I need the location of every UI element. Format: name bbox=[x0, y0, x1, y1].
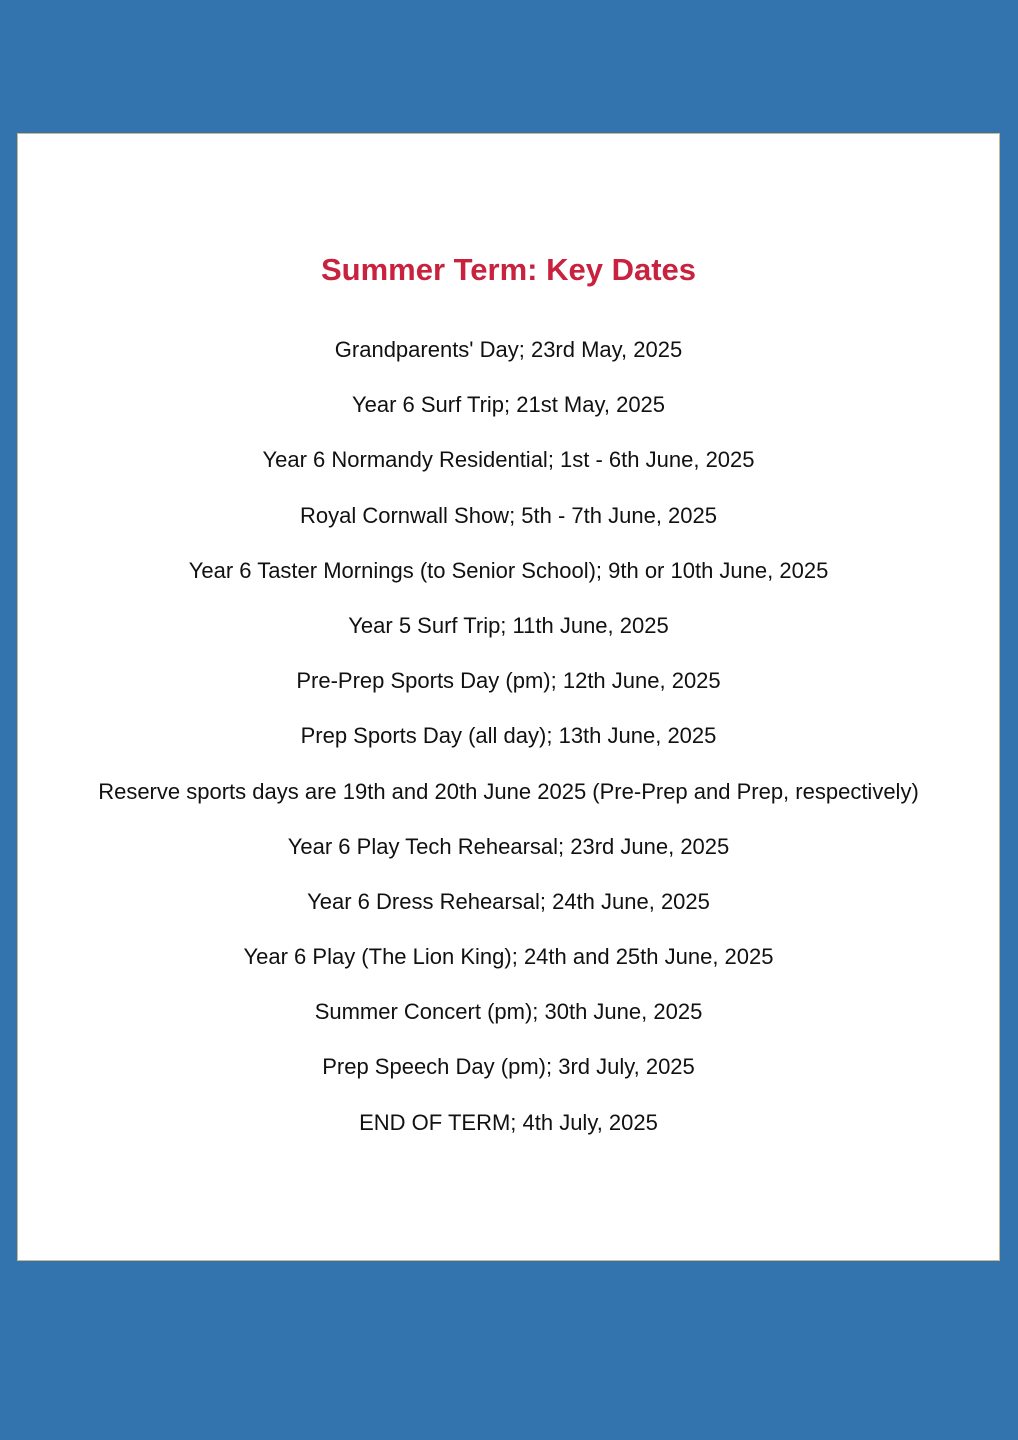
date-item: Pre-Prep Sports Day (pm); 12th June, 2025 bbox=[296, 668, 721, 694]
key-dates-card bbox=[17, 133, 1000, 1261]
date-item: Grandparents' Day; 23rd May, 2025 bbox=[334, 337, 683, 362]
date-item: Year 6 Normandy Residential; 1st - 6th June, 2025 bbox=[262, 447, 755, 473]
date-item: Year 6 Play (The Lion King); 24th and 25th June, 2025 bbox=[243, 944, 774, 970]
date-item: Year 6 Play Tech Rehearsal; 23rd June, 2025 bbox=[287, 833, 730, 859]
date-item: Summer Concert (pm); 30th June, 2025 bbox=[314, 999, 703, 1025]
date-item: Reserve sports days are 19th and 20th June 2025 (Pre-Prep and Prep, respectively) bbox=[98, 778, 919, 804]
date-item: Year 6 Dress Rehearsal; 24th June, 2025 bbox=[307, 888, 710, 914]
date-item: Royal Cornwall Show; 5th - 7th June, 2025 bbox=[299, 502, 717, 528]
key-dates-list bbox=[18, 335, 999, 1163]
date-item: Year 6 Taster Mornings (to Senior School); 9th or 10th June, 2025 bbox=[188, 557, 829, 583]
date-item: Prep Speech Day (pm); 3rd July, 2025 bbox=[322, 1054, 695, 1080]
page-title: Summer Term: Key Dates bbox=[320, 252, 696, 287]
date-item: END OF TERM; 4th July, 2025 bbox=[359, 1109, 658, 1135]
date-item: Year 6 Surf Trip; 21st May, 2025 bbox=[351, 392, 666, 418]
date-item: Prep Sports Day (all day); 13th June, 2025 bbox=[300, 723, 717, 749]
date-item: Year 5 Surf Trip; 11th June, 2025 bbox=[348, 612, 669, 638]
